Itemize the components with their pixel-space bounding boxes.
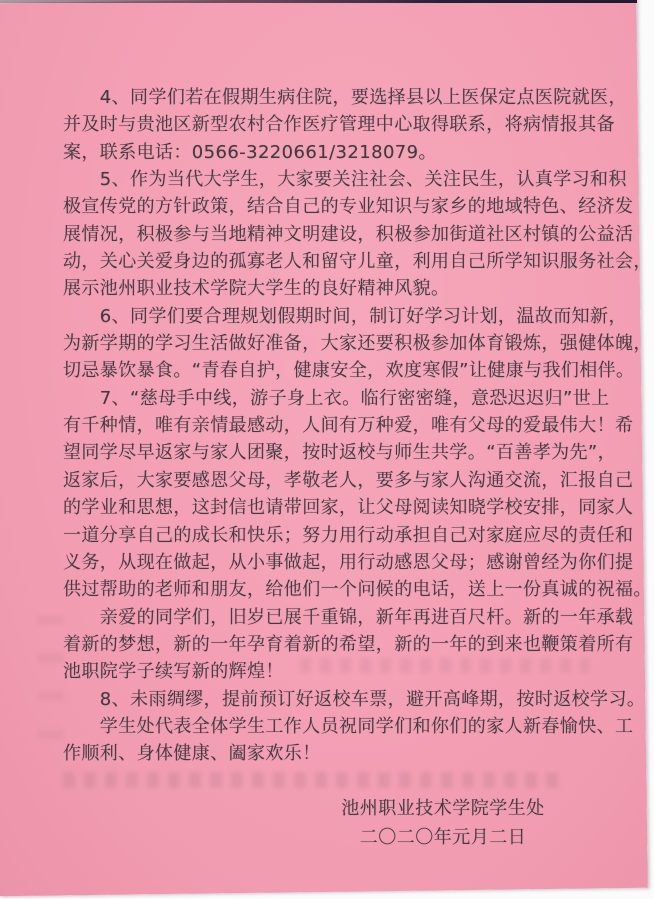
- text-line: 亲爱的同学们，旧岁已展千重锦，新年再进百尺杆。新的一年承载: [63, 606, 634, 628]
- text-line: 展示池州职业技术学院大学生的良好精神风貌。: [63, 278, 450, 300]
- signature-org: 池州职业技术学院学生处: [341, 798, 545, 819]
- scanner-edge-line: [0, 0, 637, 3]
- text-line: 极宣传党的方针政策，结合自己的专业知识与家乡的地域特色、经济发: [63, 196, 634, 218]
- text-line: 案，联系电话：0566-3220661/3218079。: [63, 141, 437, 163]
- text-line: 有千种情，唯有亲情最感动，人间有万种爱，唯有父母的爱最伟大！希: [63, 415, 634, 437]
- text-line: 动，关心关爱身边的孤寡老人和留守儿童，利用自己所学知识服务社会，: [63, 251, 652, 273]
- text-line: 望同学尽早返家与家人团聚，按时返校与师生共学。“百善孝为先”，: [63, 442, 617, 464]
- text-line: 作顺利、身体健康、阖家欢乐！: [63, 743, 321, 765]
- letter-body: [63, 84, 652, 768]
- text-line: 6、同学们要合理规划假期时间，制订好学习计划，温故而知新，: [63, 305, 627, 327]
- text-line: 5、作为当代大学生，大家要关注社会、关注民生，认真学习和积: [63, 169, 627, 191]
- text-line: 返家后，大家要感恩父母，孝敬老人，要多与家人沟通交流，汇报自己: [63, 469, 634, 491]
- signature-block: [340, 794, 546, 852]
- signature-date: 二〇二〇年元月二日: [359, 827, 527, 848]
- text-line: 一道分享自己的成长和快乐；努力用行动承担自己对家庭应尽的责任和: [63, 524, 634, 546]
- text-line: 着新的梦想，新的一年孕育着新的希望，新的一年的到来也鞭策着所有: [63, 633, 634, 655]
- text-line: 并及时与贵池区新型农村合作医疗管理中心取得联系，将病情报其备: [63, 114, 615, 136]
- text-line: 8、未雨绸缪，提前预订好返校车票，避开高峰期，按时返校学习。: [63, 688, 646, 710]
- text-line: 供过帮助的老师和朋友，给他们一个问候的电话，送上一份真诚的祝福。: [63, 579, 652, 601]
- text-line: 义务，从现在做起，从小事做起，用行动感恩父母；感谢曾经为你们提: [63, 551, 634, 573]
- text-line: 为新学期的学习生活做好准备，大家还要积极参加体育锻炼，强健体魄，: [63, 333, 652, 355]
- text-line: 的学业和思想，这封信也请带回家，让父母阅读知晓学校安排，同家人: [63, 497, 634, 519]
- text-line: 切忌暴饮暴食。“青春自护，健康安全，欢度寒假”让健康与我们相伴。: [63, 360, 635, 382]
- text-line: 4、同学们若在假期生病住院，要选择县以上医保定点医院就医，: [63, 87, 627, 108]
- text-line: 7、“慈母手中线，游子身上衣。临行密密缝，意恐迟迟归”世上: [63, 387, 610, 409]
- text-line: 池职院学子续写新的辉煌！: [63, 661, 284, 683]
- text-line: 展情况，积极参与当地精神文明建设，积极参加街道社区村镇的公益活: [63, 223, 634, 245]
- text-line: 学生处代表全体学生工作人员祝同学们和你们的家人新春愉快、工: [63, 715, 634, 737]
